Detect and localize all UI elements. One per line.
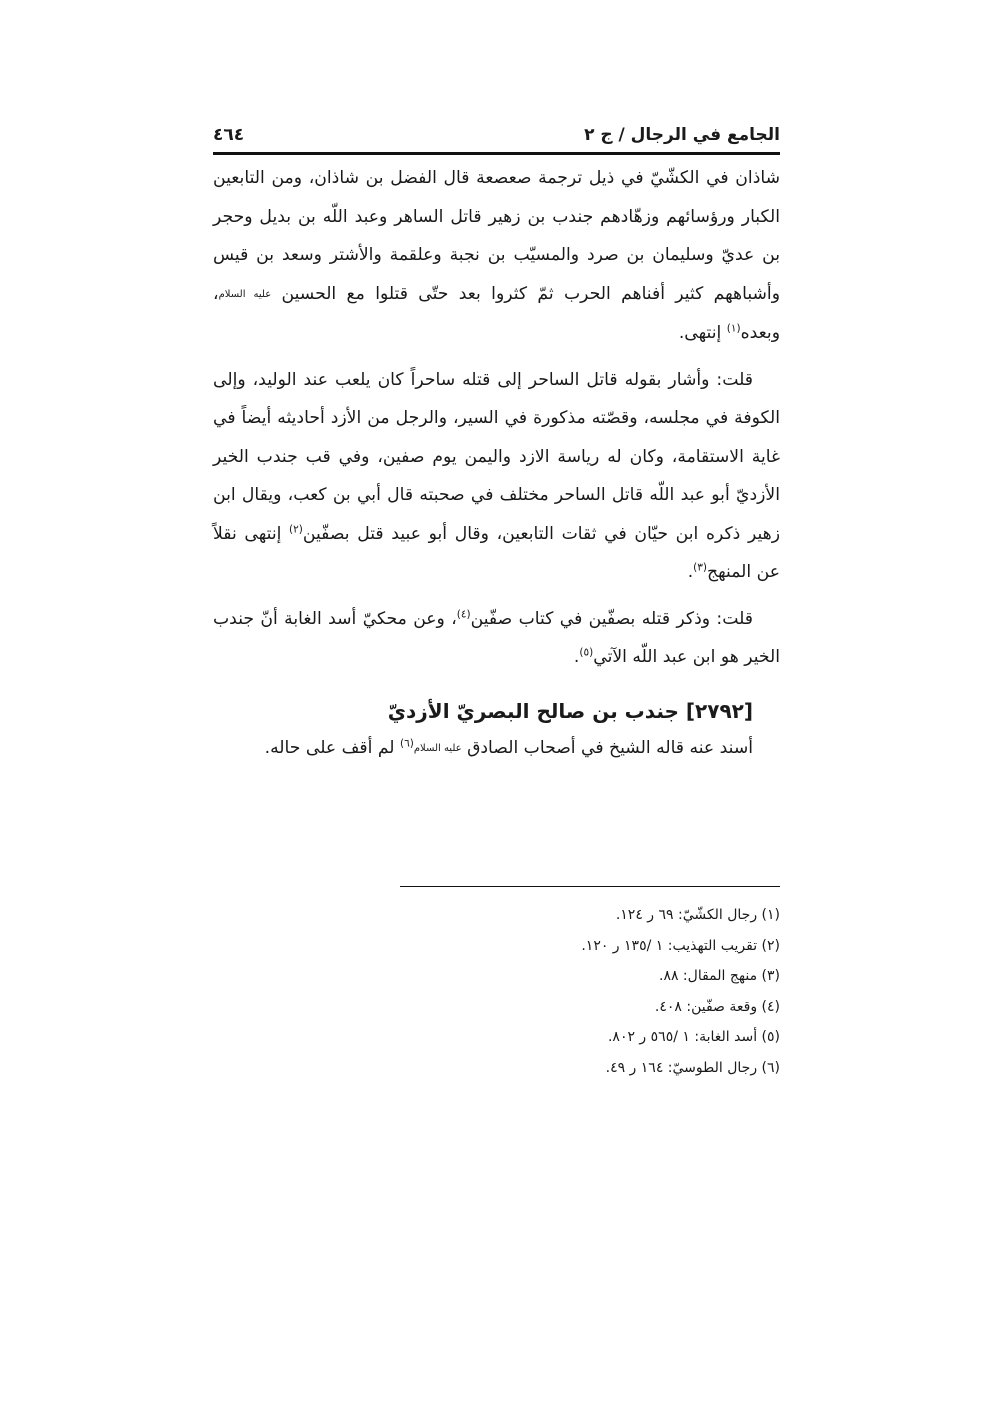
entry-text <box>213 731 780 766</box>
text-segment: قلت: وأشار بقوله قاتل الساحر إلى قتله ساحراً كان يلعب عند الوليد، وإلى الكوفة في مجلسه، وقصّته مذكورة في السير، والرجل من الأزد أحاديثه أيضاً في غاية الاستقامة، وكان له رياسة الازد واليمن يوم صفين، وفي قب جندب الخير الأزديّ أبو عبد اللّه قاتل الساحر مختلف في صحبته قال أبي بن كعب، ويقال ابن زهير ذكره ابن حيّان في ثقات التابعين، وقال أبو عبيد قتل بصفّين <box>213 369 780 544</box>
footnote-separator <box>400 886 780 887</box>
footnote-ref-3[interactable]: (٣) <box>693 561 708 574</box>
main-text <box>213 159 780 677</box>
text-segment: أسند عنه قاله الشيخ في أصحاب الصادق <box>461 737 753 758</box>
honorific-mark: عليه السلام <box>218 288 272 300</box>
footnote-4: (٤) وقعة صفّين: ٤٠٨. <box>654 998 780 1015</box>
honorific-mark: عليه السلام <box>413 742 462 754</box>
book-page <box>213 118 780 766</box>
footnote-5: (٥) أسد الغابة: ١ /٥٦٥ ر ٨٠٢. <box>607 1029 780 1045</box>
footnote-ref-1[interactable]: (١) <box>726 322 741 335</box>
footnote-3: (٣) منهج المقال: ٨٨. <box>658 968 780 984</box>
footnote-ref-5[interactable]: (٥) <box>579 646 594 659</box>
paragraph-1 <box>213 159 780 353</box>
footnote-ref-4[interactable]: (٤) <box>456 607 471 620</box>
entry-heading: [٢٧٩٢] جندب بن صالح البصريّ الأزديّ <box>387 698 753 723</box>
text-segment: قلت: وذكر قتله بصفّين في كتاب صفّين <box>470 608 754 629</box>
text-segment: لم أقف على حاله. <box>264 737 400 758</box>
running-header <box>213 118 780 155</box>
footnote-ref-6[interactable]: (٦) <box>400 736 414 749</box>
running-title: الجامع في الرجال / ج ٢ <box>584 125 780 145</box>
text-segment: ، وبعده <box>213 283 780 343</box>
footnote-6: (٦) رجال الطوسيّ: ١٦٤ ر ٤٩. <box>605 1059 780 1076</box>
biography-entry <box>213 691 780 766</box>
footnote-2: (٢) تقريب التهذيب: ١ /١٣٥ ر ١٢٠. <box>581 937 780 954</box>
text-segment: إنتهى نقلاً عن المنهج <box>213 523 780 582</box>
text-segment: إنتهى. <box>678 323 727 343</box>
text-segment: . <box>687 562 694 582</box>
paragraph-3 <box>213 600 780 677</box>
text-segment: . <box>573 647 580 667</box>
footnotes <box>400 900 780 1083</box>
text-segment: ، وعن محكيّ أسد الغابة أنّ جندب الخير هو ابن عبد اللّه الآتي <box>213 608 780 667</box>
footnote-1: (١) رجال الكشّيّ: ٦٩ ر ١٢٤. <box>615 907 780 923</box>
footnote-ref-2[interactable]: (٢) <box>289 522 303 535</box>
text-segment: شاذان في الكشّيّ في ذيل ترجمة صعصعة قال الفضل بن شاذان، ومن التابعين الكبار ورؤسائهم وزهّادهم جندب بن زهير قاتل الساهر وعبد اللّه بن بديل وحجر بن عديّ وسليمان بن صرد والمسيّب بن نجبة وعلقمة والأشتر وسعد بن قيس وأشباههم كثير أفناهم الحرب ثمّ كثروا بعد حتّى قتلوا مع الحسين <box>213 168 780 304</box>
paragraph-2 <box>213 361 780 592</box>
page-number: ٤٦٤ <box>213 125 245 145</box>
